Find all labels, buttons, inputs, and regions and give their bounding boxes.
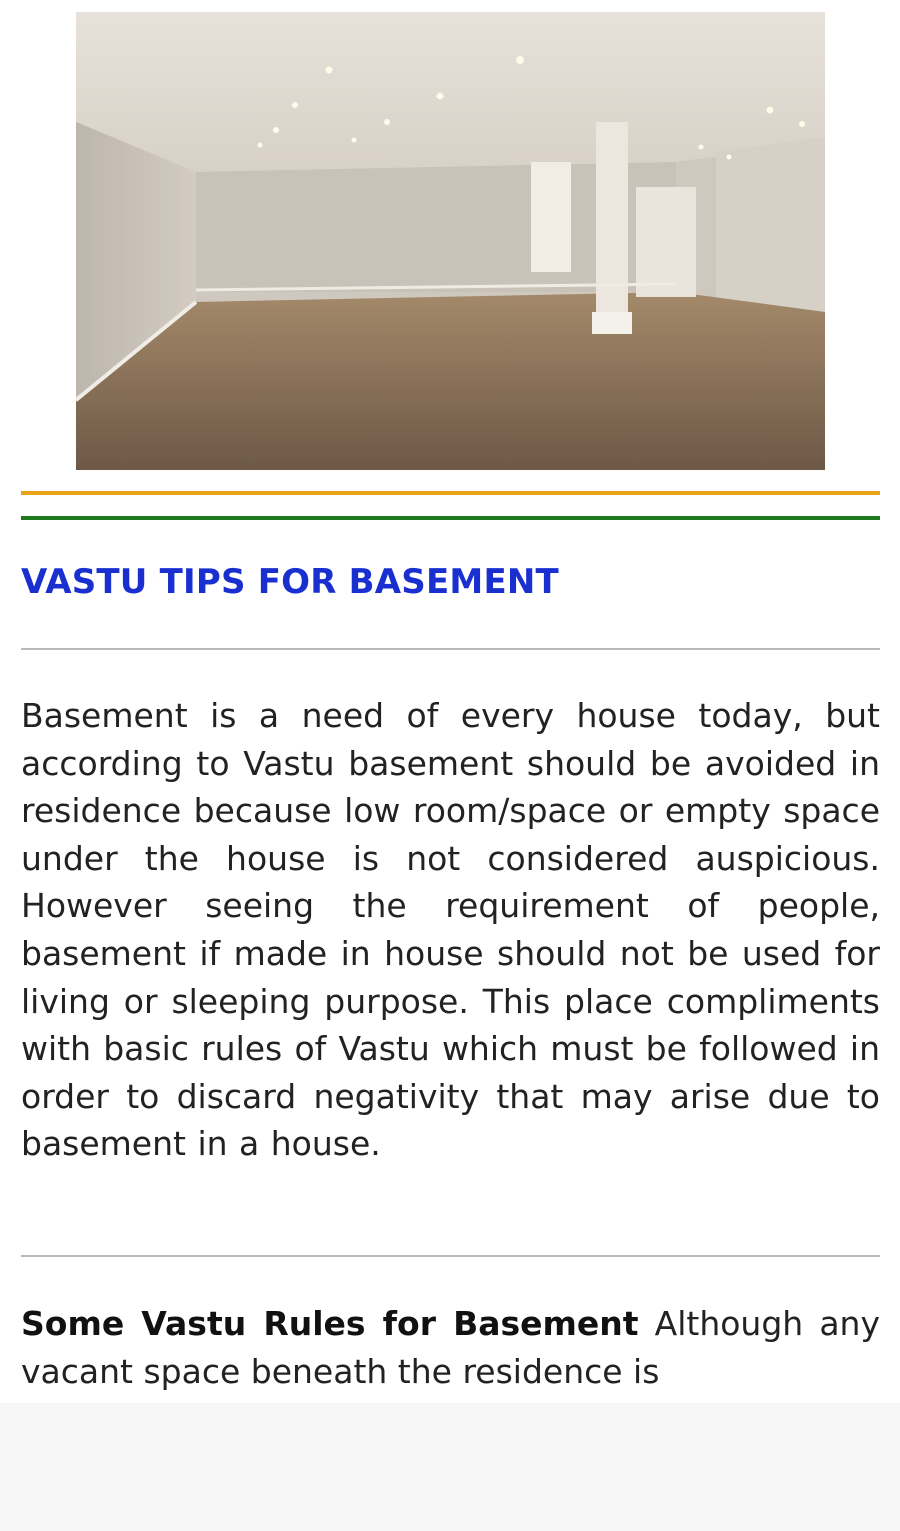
basement-photo	[76, 12, 825, 470]
divider	[21, 1255, 880, 1257]
orange-rule	[21, 491, 880, 495]
green-rule	[21, 516, 880, 520]
rules-heading: Some Vastu Rules for Basement	[21, 1304, 639, 1343]
divider	[21, 648, 880, 650]
article-title: VASTU TIPS FOR BASEMENT	[21, 562, 559, 602]
rules-paragraph	[21, 1300, 880, 1395]
bottom-panel	[0, 1403, 900, 1531]
rules-text: Although any vacant space beneath the residence is	[21, 1304, 880, 1391]
article-body: Basement is a need of every house today, but according to Vastu basement should be avoided in residence because low room/space or empty space under the house is not considered auspicious. However seeing the requirement of people, basement if made in house should not be used for living or sleeping purpose. This place compliments with basic rules of Vastu which must be followed in order to discard negativity that may arise due to basement in a house.	[21, 696, 880, 1164]
